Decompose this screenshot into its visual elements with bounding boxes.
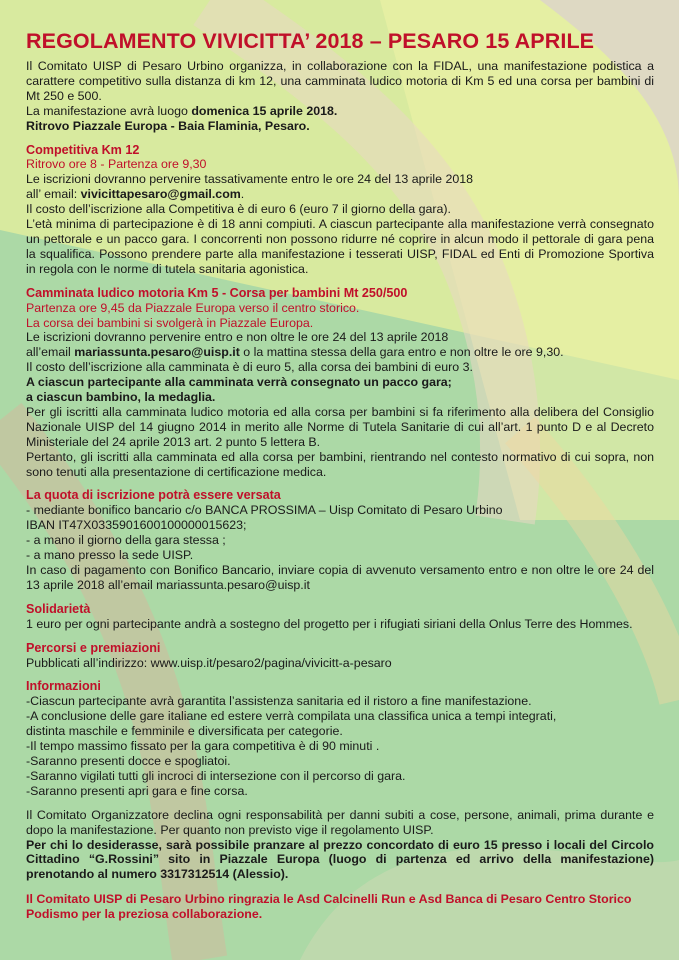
footer-section <box>26 808 654 922</box>
competitiva-deadline: Le iscrizioni dovranno pervenire tassativamente entro le ore 24 del 13 aprile 2018 <box>26 172 474 187</box>
camminata-pack-note: A ciascun partecipante alla camminata verrà consegnato un pacco gara; <box>26 375 452 390</box>
solidarieta-section <box>26 602 654 632</box>
kids-race-location: La corsa dei bambini si svolgerà in Piazzale Europa. <box>26 315 314 330</box>
competitiva-email-prefix: all’ email: <box>26 187 81 202</box>
competitiva-heading: Competitiva Km 12 <box>26 142 140 157</box>
competitiva-rules: L’età minima di partecipazione è di 18 anni compiuti. A ciascun partecipante alla manifestazione verrà consegnato un pettorale e un pacco gara. I concorrenti non possono ridurre né coprire in alcun modo il pettorale di gara pena la squalifica. Possono prendere parte alla manifestazione i tesserati UISP, FIDAL ed Enti di Promozione Sportiva in regola con le norme di tutela sanitaria agonistica. <box>26 217 654 276</box>
camminata-deadline: Le iscrizioni dovranno pervenire entro e non oltre le ore 24 del 13 aprile 2018 <box>26 330 449 345</box>
info-item: -Saranno presenti docce e spogliatoi. <box>26 753 231 768</box>
page-title: REGOLAMENTO VIVICITTA’ 2018 – PESARO 15 APRILE <box>26 29 595 53</box>
camminata-section <box>26 286 654 480</box>
meeting-point: Ritrovo Piazzale Europa - Baia Flaminia, Pesaro. <box>26 118 310 133</box>
info-item: -Saranno presenti apri gara e fine corsa. <box>26 783 248 798</box>
info-item: -Ciascun partecipante avrà garantita l’assistenza sanitaria ed il ristoro a fine manifestazione. <box>26 694 532 709</box>
info-item: -Il tempo massimo fissato per la gara competitiva è di 90 minuti . <box>26 739 380 754</box>
camminata-email-prefix: all’email <box>26 345 75 360</box>
percorsi-link[interactable]: Pubblicati all’indirizzo: www.uisp.it/pesaro2/pagina/vivicitt-a-pesaro <box>26 655 392 670</box>
competitiva-cost: Il costo dell’iscrizione alla Competitiva è di euro 6 (euro 7 il giorno della gara). <box>26 202 451 217</box>
quota-iban: IBAN IT47X0335901600100000015623; <box>26 518 247 533</box>
intro-paragraph: Il Comitato UISP di Pesaro Urbino organizza, in collaborazione con la FIDAL, una manifestazione podistica a carattere competitivo sulla distanza di km 12, una camminata ludico motoria di Km 5 ed una corsa per bambini di Mt 250 e 500. <box>26 59 654 103</box>
camminata-health-rules: Per gli iscritti alla camminata ludico motoria ed alla corsa per bambini si fa riferimento alla delibera del Consiglio Nazionale UISP del 14 giugno 2014 in merito alle Norme di Tutela Sanitarie di cui all’art. 1 punto D e al Decreto Ministeriale del 24 aprile 2013 art. 2 punto 5 lettera B. <box>26 404 654 449</box>
camminata-email-line <box>26 345 654 360</box>
competitiva-email-link[interactable]: vivicittapesaro@gmail.com <box>80 187 241 202</box>
quota-bank-transfer: - mediante bonifico bancario c/o BANCA PROSSIMA – Uisp Comitato di Pesaro Urbino <box>26 503 503 518</box>
solidarieta-heading: Solidarietà <box>26 601 91 616</box>
solidarieta-text: 1 euro per ogni partecipante andrà a sostegno del progetto per i rifugiati siriani della Onlus Terre des Hommes. <box>26 616 633 631</box>
camminata-email-suffix: o la mattina stessa della gara entro e non oltre le ore 9,30. <box>239 345 564 360</box>
lunch-note: Per chi lo desiderasse, sarà possibile pranzare al prezzo concordato di euro 15 presso i locali del Circolo Cittadino “G.Rossini” sito in Piazzale Europa (luogo di partenza ed arrivo della manifestazione) prenotando al numero 3317312514 (Alessio). <box>26 837 654 882</box>
competitiva-schedule: Ritrovo ore 8 - Partenza ore 9,30 <box>26 157 207 172</box>
quota-race-day: - a mano il giorno della gara stessa ; <box>26 533 226 548</box>
camminata-email-link[interactable]: mariassunta.pesaro@uisp.it <box>74 345 240 360</box>
kids-medal-note: a ciascun bambino, la medaglia. <box>26 390 216 405</box>
competitiva-section <box>26 143 654 277</box>
liability-disclaimer: Il Comitato Organizzatore declina ogni responsabilità per danni subiti a cose, persone, animali, prima durante e dopo la manifestazione. Per quanto non previsto vige il regolamento UISP. <box>26 807 654 837</box>
info-item: distinta maschile e femminile e diversificata per categorie. <box>26 724 343 739</box>
event-date-line <box>26 104 654 119</box>
camminata-heading: Camminata ludico motoria Km 5 - Corsa per bambini Mt 250/500 <box>26 285 408 300</box>
quota-transfer-note: In caso di pagamento con Bonifico Bancario, inviare copia di avvenuto versamento entro e non oltre le ore 24 del 13 aprile 2018 all’email mariassunta.pesaro@uisp.it <box>26 563 654 592</box>
percorsi-section <box>26 641 654 671</box>
quota-uisp-office: - a mano presso la sede UISP. <box>26 548 194 563</box>
percorsi-heading: Percorsi e premiazioni <box>26 640 161 655</box>
quota-heading: La quota di iscrizione potrà essere versata <box>26 488 281 503</box>
quota-section <box>26 488 654 592</box>
competitiva-email-line <box>26 187 654 202</box>
info-item: -A conclusione delle gare italiane ed estere verrà compilata una classifica unica a tempi integrati, <box>26 709 557 724</box>
camminata-start: Partenza ore 9,45 da Piazzale Europa verso il centro storico. <box>26 300 360 315</box>
camminata-cost: Il costo dell’iscrizione alla camminata è di euro 5, alla corsa dei bambini di euro 3. <box>26 360 473 375</box>
camminata-certificate-note: Pertanto, gli iscritti alla camminata ed alla corsa per bambini, rientrando nel contesto normativo di cui sopra, non sono tenuti alla presentazione di certificazione medica. <box>26 449 654 479</box>
informazioni-section <box>26 679 654 798</box>
competitiva-email-suffix: . <box>240 187 245 202</box>
regulation-document <box>26 28 654 922</box>
intro-section <box>26 59 654 134</box>
thanks-note: Il Comitato UISP di Pesaro Urbino ringrazia le Asd Calcinelli Run e Asd Banca di Pesaro Centro Storico Podismo per la preziosa collaborazione. <box>26 892 632 922</box>
event-date-prefix: La manifestazione avrà luogo <box>26 103 192 118</box>
event-date: domenica 15 aprile 2018. <box>191 103 338 118</box>
informazioni-heading: Informazioni <box>26 679 101 694</box>
info-item: -Saranno vigilati tutti gli incroci di intersezione con il percorso di gara. <box>26 768 406 783</box>
